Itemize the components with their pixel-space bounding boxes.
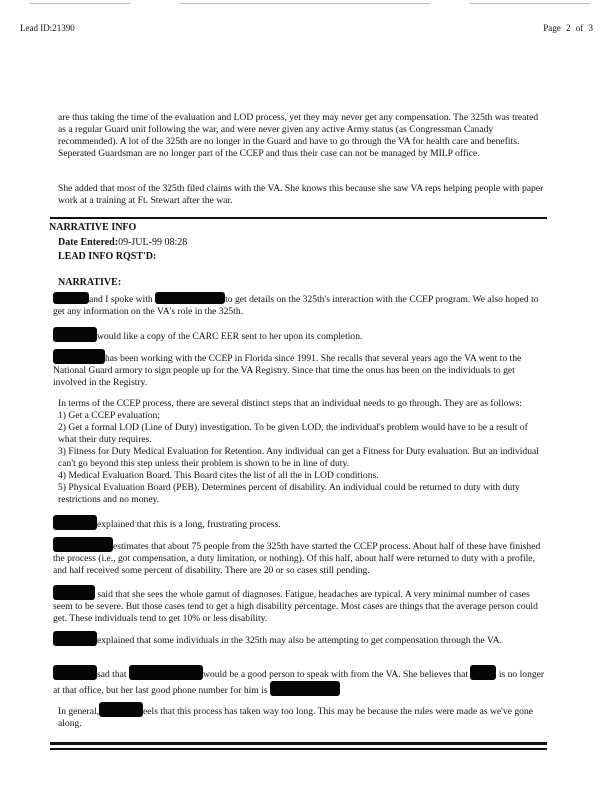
narrative-paragraph-4 — [58, 398, 546, 506]
footer-divider — [50, 748, 547, 750]
narrative-text: is no longer at that office, but her last good phone number for him is — [53, 669, 545, 696]
redaction-block — [53, 631, 97, 646]
narrative-text: eels that this process has taken way too long. This may be because the rules were made as we've gone along. — [58, 706, 534, 729]
intro-paragraph-2: She added that most of the 325th filed claims with the VA. She knows this because she saw VA reps helping people with paper work at a training at Ft. Stewart after the war. — [58, 183, 544, 206]
redaction-block — [129, 665, 203, 680]
narrative-paragraph-3 — [53, 349, 546, 389]
lead-info-requested: LEAD INFO RQST'D: — [58, 251, 157, 262]
date-entered-value: 09-JUL-99 08:28 — [118, 237, 188, 248]
redaction-block — [53, 327, 97, 342]
redaction-block — [53, 585, 95, 600]
narrative-paragraph-7 — [53, 585, 546, 625]
footer-divider — [50, 742, 547, 745]
narrative-paragraph-9 — [53, 665, 546, 697]
scan-rule — [30, 3, 130, 4]
redaction-block — [53, 515, 97, 530]
narrative-heading: NARRATIVE: — [58, 277, 122, 288]
redaction-block — [99, 702, 143, 717]
redaction-block — [53, 349, 105, 364]
redaction-block — [270, 681, 340, 696]
narrative-text: In general, — [58, 706, 100, 717]
narrative-paragraph-1 — [53, 292, 546, 318]
page-number: Page 2 of 3 — [543, 23, 593, 33]
redaction-block — [53, 665, 97, 680]
narrative-text: explained that some individuals in the 325th may also be attempting to get compensation through the VA. — [97, 635, 502, 646]
narrative-text: would like a copy of the CARC EER sent to her upon its completion. — [97, 331, 363, 342]
narrative-text: In terms of the CCEP process, there are several distinct steps that an individual needs to go through. They are as follows: — [58, 398, 522, 409]
redaction-block — [155, 292, 225, 304]
narrative-text: to get details on the 325th's interaction with the CCEP program. We also hoped to get any information on the VA's role in the 325th. — [53, 294, 539, 317]
redaction-block — [53, 537, 113, 552]
narrative-text: explained that this is a long, frustrating process. — [97, 519, 281, 530]
narrative-text: estimates that about 75 people from the 325th have started the CCEP process. About half of these have finished the process (i.e., got compensation, a duty limitation, or nothing). Of this half, about half were returned to duty with a profile, and half received some percent of disability. There are 20 or so cases still pending. — [53, 541, 541, 576]
narrative-paragraph-6 — [53, 537, 546, 577]
narrative-paragraph-10 — [58, 702, 546, 730]
scan-rule — [470, 3, 590, 4]
narrative-text: would be a good person to speak with from the VA. She believes that — [202, 669, 469, 680]
narrative-paragraph-2 — [53, 327, 546, 343]
redaction-block — [53, 292, 89, 304]
lead-id: Lead ID:21390 — [20, 23, 75, 33]
list-item: 3) Fitness for Duty Medical Evaluation for Retention. Any individual can get a Fitness for Duty evaluation. But an individual can't go beyond this step unless their problem is shown to be in line of duty. — [58, 446, 539, 469]
intro-paragraph-1: are thus taking the time of the evaluation and LOD process, yet they may never get any compensation. The 325th was treated as a regular Guard unit following the war, and were never given any active Army status (as Congressman Canady recommended). A lot of the 325th are no longer in the Guard and have to go through the VA for health care and benefits. Seperated Guardsman are no longer part of the CCEP and thus their case can not be managed by MILP office. — [58, 112, 539, 159]
redaction-block — [470, 665, 496, 680]
section-title: NARRATIVE INFO — [49, 222, 137, 233]
list-item: 4) Medical Evaluation Board. This Board cites the list of all the in LOD conditions. — [58, 470, 379, 481]
narrative-paragraph-8 — [53, 631, 546, 647]
list-item: 1) Get a CCEP evaluation; — [58, 410, 160, 421]
date-entered — [58, 237, 187, 249]
narrative-text: said that she sees the whole gamut of diagnoses. Fatigue, headaches are typical. A very minimal number of cases seem to be severe. But those cases tend to get a high disability percentage. Most cases are things that the average person could get. These individuals tend to get 10% or less disability. — [53, 589, 538, 624]
narrative-paragraph-5 — [53, 515, 546, 531]
scan-rule — [180, 3, 430, 4]
date-entered-label: Date Entered: — [58, 237, 119, 248]
section-divider — [50, 217, 547, 219]
narrative-text: and I spoke with — [89, 294, 153, 305]
narrative-text: sad that — [97, 669, 127, 680]
narrative-text: has been working with the CCEP in Florida since 1991. She recalls that several years ago the VA went to the National Guard armory to sign people up for the VA Registry. Since that time the onus has been on the individuals to get involved in the Registry. — [53, 353, 522, 388]
list-item: 2) Get a formal LOD (Line of Duty) investigation. To be given LOD, the individual's problem would have to be a result of what their duty requires. — [58, 422, 528, 445]
list-item: 5) Physical Evaluation Board (PEB). Determines percent of disability. An individual could be returned to duty with duty restrictions and no money. — [58, 482, 520, 505]
